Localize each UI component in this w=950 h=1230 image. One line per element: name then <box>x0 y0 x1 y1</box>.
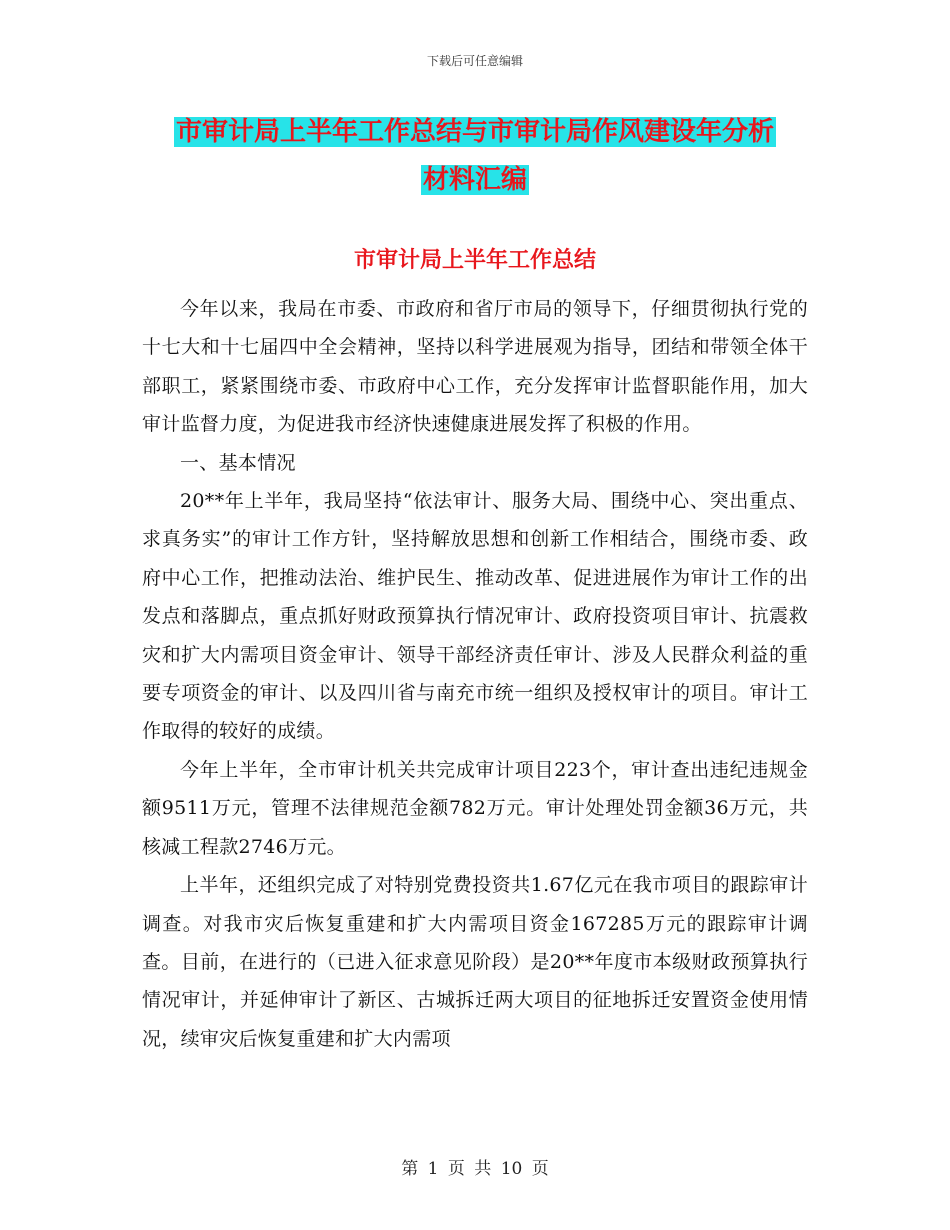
paragraph-statistics: 今年上半年，全市审计机关共完成审计项目223个，审计查出违纪违规金额9511万元，管理不法律规范金额782万元。审计处理处罚金额36万元，共核减工程款2746万元。 <box>142 758 808 858</box>
paragraph-work-policy: 20**年上半年，我局坚持“依法审计、服务大局、围绕中心、突出重点、求真务实”的审计工作方针，坚持解放思想和创新工作相结合，围绕市委、政府中心工作，把推动法治、维护民生、推动改革、促进进展作为审计工作的出发点和落脚点，重点抓好财政预算执行情况审计、政府投资项目审计、抗震救灾和扩大内需项目资金审计、领导干部经济责任审计、涉及人民群众利益的重要专项资金的审计、以及四川省与南充市统一组织及授权审计的项目。审计工作取得的较好的成绩。 <box>142 490 808 743</box>
paragraph-intro: 今年以来，我局在市委、市政府和省厅市局的领导下，仔细贯彻执行党的十七大和十七届四中全会精神，坚持以科学进展观为指导，团结和带领全体干部职工，紧紧围绕市委、市政府中心工作，充分发挥审计监督职能作用，加大审计监督力度，为促进我市经济快速健康进展发挥了积极的作用。 <box>142 298 808 436</box>
page-header-note: 下载后可任意编辑 <box>426 54 523 68</box>
page-footer-number: 第 1 页 共 10 页 <box>401 1159 549 1179</box>
document-title-line-1: 市审计局上半年工作总结与市审计局作风建设年分析 <box>175 117 774 147</box>
section-title: 市审计局上半年工作总结 <box>353 247 596 273</box>
paragraph-heading-basic-situation: 一、基本情况 <box>180 451 296 474</box>
paragraph-tracking-audit: 上半年，还组织完成了对特别党费投资共1.67亿元在我市项目的跟踪审计调查。对我市灾后恢复重建和扩大内需项目资金167285万元的跟踪审计调查。目前，在进行的（已进入征求意见阶段）是20**年度市本级财政预算执行情况审计，并延伸审计了新区、古城拆迁两大项目的征地拆迁安置资金使用情况，续审灾后恢复重建和扩大内需项 <box>142 874 808 1050</box>
document-title <box>0 108 950 204</box>
document-title-line-2: 材料汇编 <box>422 165 527 195</box>
body-text <box>142 290 808 1058</box>
